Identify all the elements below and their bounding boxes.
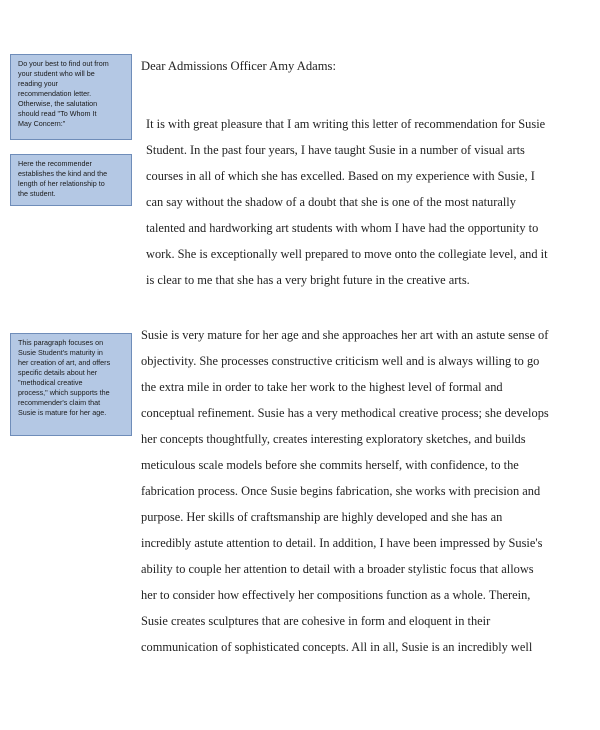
paragraph-1-line: talented and hardworking art students with whom I have had the opportunity to	[146, 221, 539, 235]
sidenote-line: specific details about her	[18, 368, 98, 377]
sidenote-line: recommendation letter.	[18, 89, 92, 98]
sidenote-line: reading your	[18, 79, 58, 88]
sidenote-line: her creation of art, and offers	[18, 358, 111, 367]
paragraph-2-line: meticulous scale models before she commits herself, with confidence, to the	[141, 458, 519, 472]
paragraph-2-line: Susie is very mature for her age and she approaches her art with an astute sense of	[141, 328, 549, 342]
paragraph-2-line: ability to couple her attention to detail with a broader stylistic focus that allows	[141, 562, 534, 576]
sidenote-text	[16, 155, 131, 203]
paragraph-1-line: is clear to me that she has a very bright future in the creative arts.	[146, 273, 470, 287]
sidenote-line: your student who will be	[18, 69, 95, 78]
paragraph-2-line: Susie creates sculptures that are cohesive in form and eloquent in their	[141, 614, 491, 628]
sidenote-text	[16, 334, 131, 422]
paragraph-2-line: conceptual refinement. Susie has a very methodical creative process; she develops	[141, 406, 549, 420]
paragraph-2-line: her concepts thoughtfully, creates interesting exploratory sketches, and builds	[141, 432, 526, 446]
sidenote-line: May Concern:"	[18, 119, 66, 128]
paragraph-1-line: Student. In the past four years, I have taught Susie in a number of visual arts	[146, 143, 525, 157]
paragraph-2-line: communication of sophisticated concepts. All in all, Susie is an incredibly well	[141, 640, 533, 654]
sidenote-line: should read "To Whom It	[18, 109, 97, 118]
paragraph-2-line: the extra mile in order to take her work to the highest level of formal and	[141, 380, 503, 394]
sidenote-line: Here the recommender	[18, 159, 92, 168]
sidenote-line: Otherwise, the salutation	[18, 99, 98, 108]
sidenote-line: Do your best to find out from	[18, 59, 109, 68]
sidenote-text	[16, 55, 131, 133]
paragraph-1-line: can say without the shadow of a doubt that she is one of the most naturally	[146, 195, 516, 209]
sidenote-line: process," which supports the	[18, 388, 110, 397]
sidenote-line: Susie Student's maturity in	[18, 348, 103, 357]
paragraph-2-line: incredibly astute attention to detail. In addition, I have been impressed by Susie's	[141, 536, 543, 550]
sidenote-line: length of her relationship to	[18, 179, 105, 188]
sidenote-line: the student.	[18, 189, 56, 198]
paragraph-2-line: purpose. Her skills of craftsmanship are highly developed and she has an	[141, 510, 503, 524]
sidenote-line: This paragraph focuses on	[18, 338, 104, 347]
paragraph-1-line: courses in all of which she has excelled. Based on my experience with Susie, I	[146, 169, 535, 183]
sidenote-line: "methodical creative	[18, 378, 83, 387]
paragraph-2-line: objectivity. She processes constructive criticism well and is always willing to go	[141, 354, 540, 368]
paragraph-2-line: fabrication process. Once Susie begins fabrication, she works with precision and	[141, 484, 541, 498]
sidenote-line: Susie is mature for her age.	[18, 408, 107, 417]
sidenote-line: establishes the kind and the	[18, 169, 108, 178]
sidenote-line: recommender's claim that	[18, 398, 101, 407]
paragraph-1-line: It is with great pleasure that I am writing this letter of recommendation for Susie	[146, 117, 546, 131]
paragraph-1-line: work. She is exceptionally well prepared to move onto the collegiate level, and it	[146, 247, 548, 261]
sidenote-maturity	[10, 333, 132, 436]
salutation: Dear Admissions Officer Amy Adams:	[141, 59, 336, 73]
paragraph-2-line: her to consider how effectively her compositions function as a whole. Therein,	[141, 588, 531, 602]
sidenote-salutation	[10, 54, 132, 140]
sidenote-relationship	[10, 154, 132, 206]
